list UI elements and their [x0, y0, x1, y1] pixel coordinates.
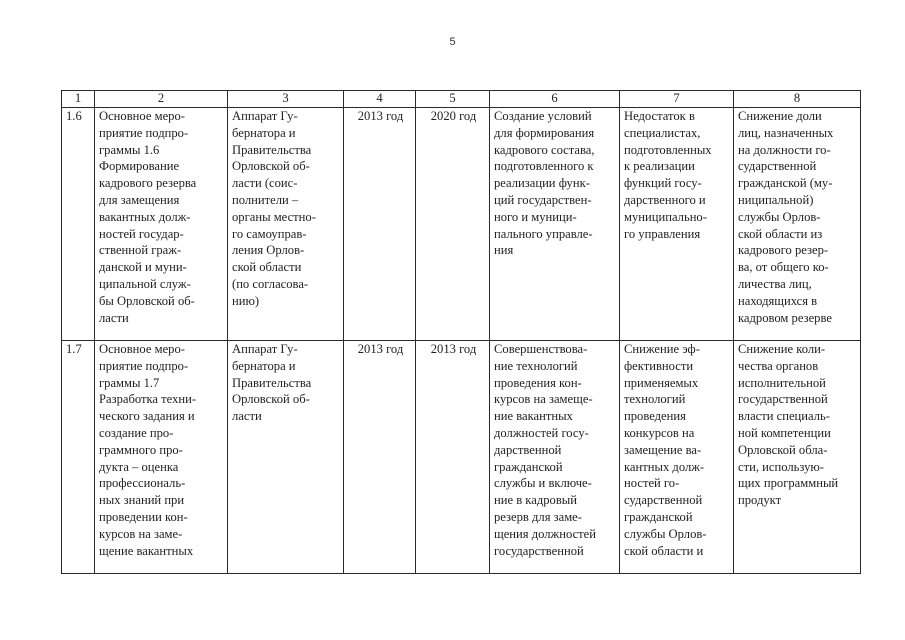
header-col-8: 8	[734, 91, 861, 108]
header-col-1: 1	[62, 91, 95, 108]
target-indicator: Снижение доли лиц, назначенных на должности го- сударственной гражданской (му- ниципальной) службы Орлов- ской области из кадрового резер- ва, от общего ко- личества лиц, находящихся в кадровом резерве	[734, 108, 861, 341]
executor: Аппарат Гу- бернатора и Правительства Орловской об- ласти	[228, 341, 344, 574]
event-name: Основное меро- приятие подпро- граммы 1.7 Разработка техни- ческого задания и создание про- граммного про- дукта – оценка профессиональ- ных знаний при проведении кон- курсов на заме- щение вакантных	[95, 341, 228, 574]
non-implementation-consequences: Недостаток в специалистах, подготовленных к реализации функций госу- дарственного и муниципально- го управления	[620, 108, 734, 341]
header-col-7: 7	[620, 91, 734, 108]
start-year: 2013 год	[344, 341, 416, 574]
event-name: Основное меро- приятие подпро- граммы 1.6 Формирование кадрового резерва для замещения вакантных долж- ностей государ- ственной граж- данской и муни- ципальной служ- бы Орловской об- ласти	[95, 108, 228, 341]
executor: Аппарат Гу- бернатора и Правительства Орловской об- ласти (соис- полнители – органы местно- го самоуправ- ления Орлов- ской области (по согласова- нию)	[228, 108, 344, 341]
end-year: 2020 год	[416, 108, 490, 341]
row-number: 1.6	[62, 108, 95, 341]
expected-result: Создание условий для формирования кадрового состава, подготовленного к реализации функ- ций государствен- ного и муници- пального управле- ния	[490, 108, 620, 341]
header-row	[62, 91, 861, 108]
header-col-2: 2	[95, 91, 228, 108]
program-measures-table	[61, 90, 861, 574]
start-year: 2013 год	[344, 108, 416, 341]
page-number: 5	[449, 36, 456, 48]
table-row	[62, 341, 861, 574]
end-year: 2013 год	[416, 341, 490, 574]
non-implementation-consequences: Снижение эф- фективности применяемых технологий проведения конкурсов на замещение ва- кантных долж- ностей го- сударственной гражданской службы Орлов- ской области и	[620, 341, 734, 574]
header-col-6: 6	[490, 91, 620, 108]
header-col-4: 4	[344, 91, 416, 108]
target-indicator: Снижение коли- чества органов исполнительной государственной власти специаль- ной компетенции Орловской обла- сти, использую- щих программный продукт	[734, 341, 861, 574]
header-col-5: 5	[416, 91, 490, 108]
expected-result: Совершенствова- ние технологий проведения кон- курсов на замеще- ние вакантных должностей госу- дарственной гражданской службы и включе- ние в кадровый резерв для заме- щения должностей государственной	[490, 341, 620, 574]
header-col-3: 3	[228, 91, 344, 108]
table-row	[62, 108, 861, 341]
row-number: 1.7	[62, 341, 95, 574]
